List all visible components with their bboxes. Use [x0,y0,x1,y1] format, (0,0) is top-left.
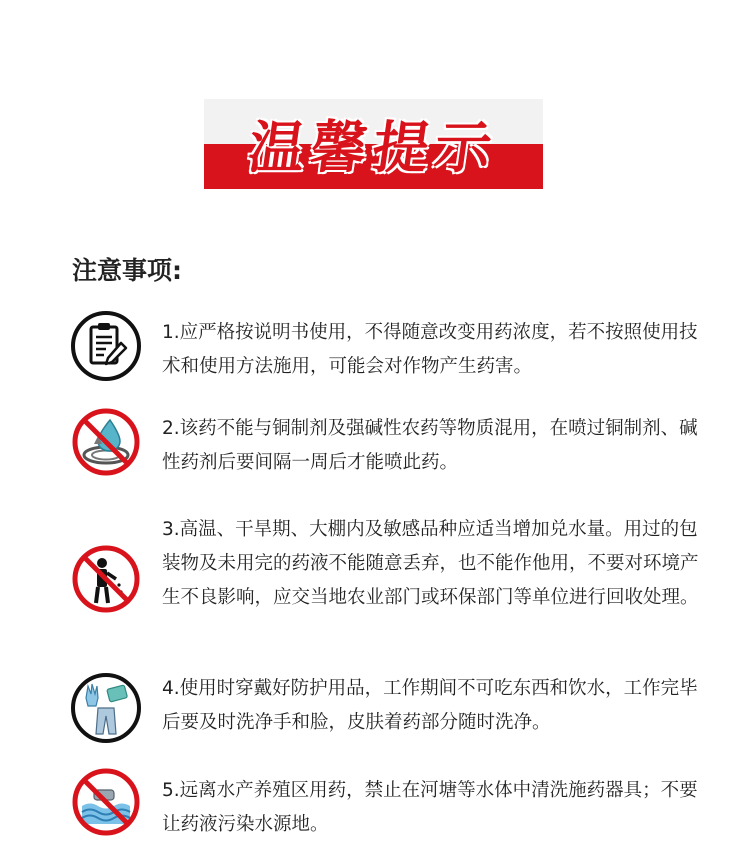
notice-text-5: 5.远离水产养殖区用药，禁止在河塘等水体中清洗施药器具；不要让药液污染水源地。 [162,780,698,835]
warm-tips-banner [204,99,543,189]
banner-title: 温馨提示 [244,115,502,181]
notice-text-1: 1.应严格按说明书使用，不得随意改变用药浓度，若不按照使用技术和使用方法施用，可能会对作物产生药害。 [162,322,698,377]
no-mixing-icon [70,406,142,478]
no-littering-icon [70,543,142,615]
notice-text-3: 3.高温、干旱期、大棚内及敏感品种应适当增加兑水量。用过的包装物及未用完的药液不能随意丢弃，也不能作他用，不要对环境产生不良影响，应交当地农业部门或环保部门等单位进行回收处理。 [162,519,699,608]
section-title: 注意事项: [72,256,182,285]
clipboard-pen-icon [70,310,142,382]
no-water-washing-icon [70,766,142,838]
protective-gear-icon [70,672,142,744]
notice-text-2: 2.该药不能与铜制剂及强碱性农药等物质混用，在喷过铜制剂、碱性药剂后要间隔一周后才能喷此药。 [162,418,698,473]
notice-text-4: 4.使用时穿戴好防护用品，工作期间不可吃东西和饮水，工作完毕后要及时洗净手和脸，皮肤着药部分随时洗净。 [162,678,698,733]
